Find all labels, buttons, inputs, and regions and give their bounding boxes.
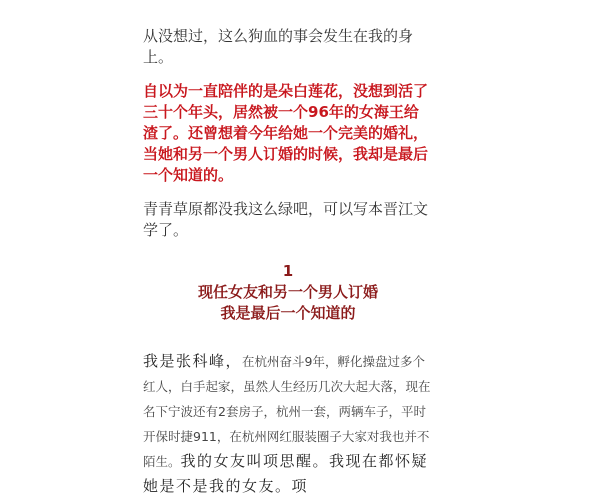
story-paragraph <box>143 349 433 499</box>
highlighted-paragraph: 自以为一直陪伴的是朵白莲花，没想到活了三十个年头，居然被一个96年的女海王给渣了。还曾想着今年给她一个完美的婚礼，当她和另一个男人订婚的时候，我却是最后一个知道的。 <box>143 82 429 184</box>
story-girlfriend: 我的女友叫项思醒。我现在都怀疑她是不是我的女友。项 <box>143 452 429 495</box>
article-body <box>143 26 433 499</box>
section-title-line2: 我是最后一个知道的 <box>220 304 356 322</box>
story-details: 在杭州奋斗9年，孵化操盘过多个红人，白手起家，虽然人生经历几次大起大落，现在名下宁波还有2套房子，杭州一套，两辆车子，平时开保时捷911，在杭州网红服装圈子大家对我也并不陌生。 <box>143 354 431 469</box>
paragraph-green: 青青草原都没我这么绿吧，可以写本晋江文学了。 <box>143 200 429 239</box>
section-heading <box>143 261 433 324</box>
story-intro: 我是张科峰， <box>143 352 243 370</box>
intro-paragraph: 从没想过，这么狗血的事会发生在我的身上。 <box>143 27 414 66</box>
section-title-line1: 现任女友和另一个男人订婚 <box>197 283 378 301</box>
section-number: 1 <box>282 262 294 280</box>
